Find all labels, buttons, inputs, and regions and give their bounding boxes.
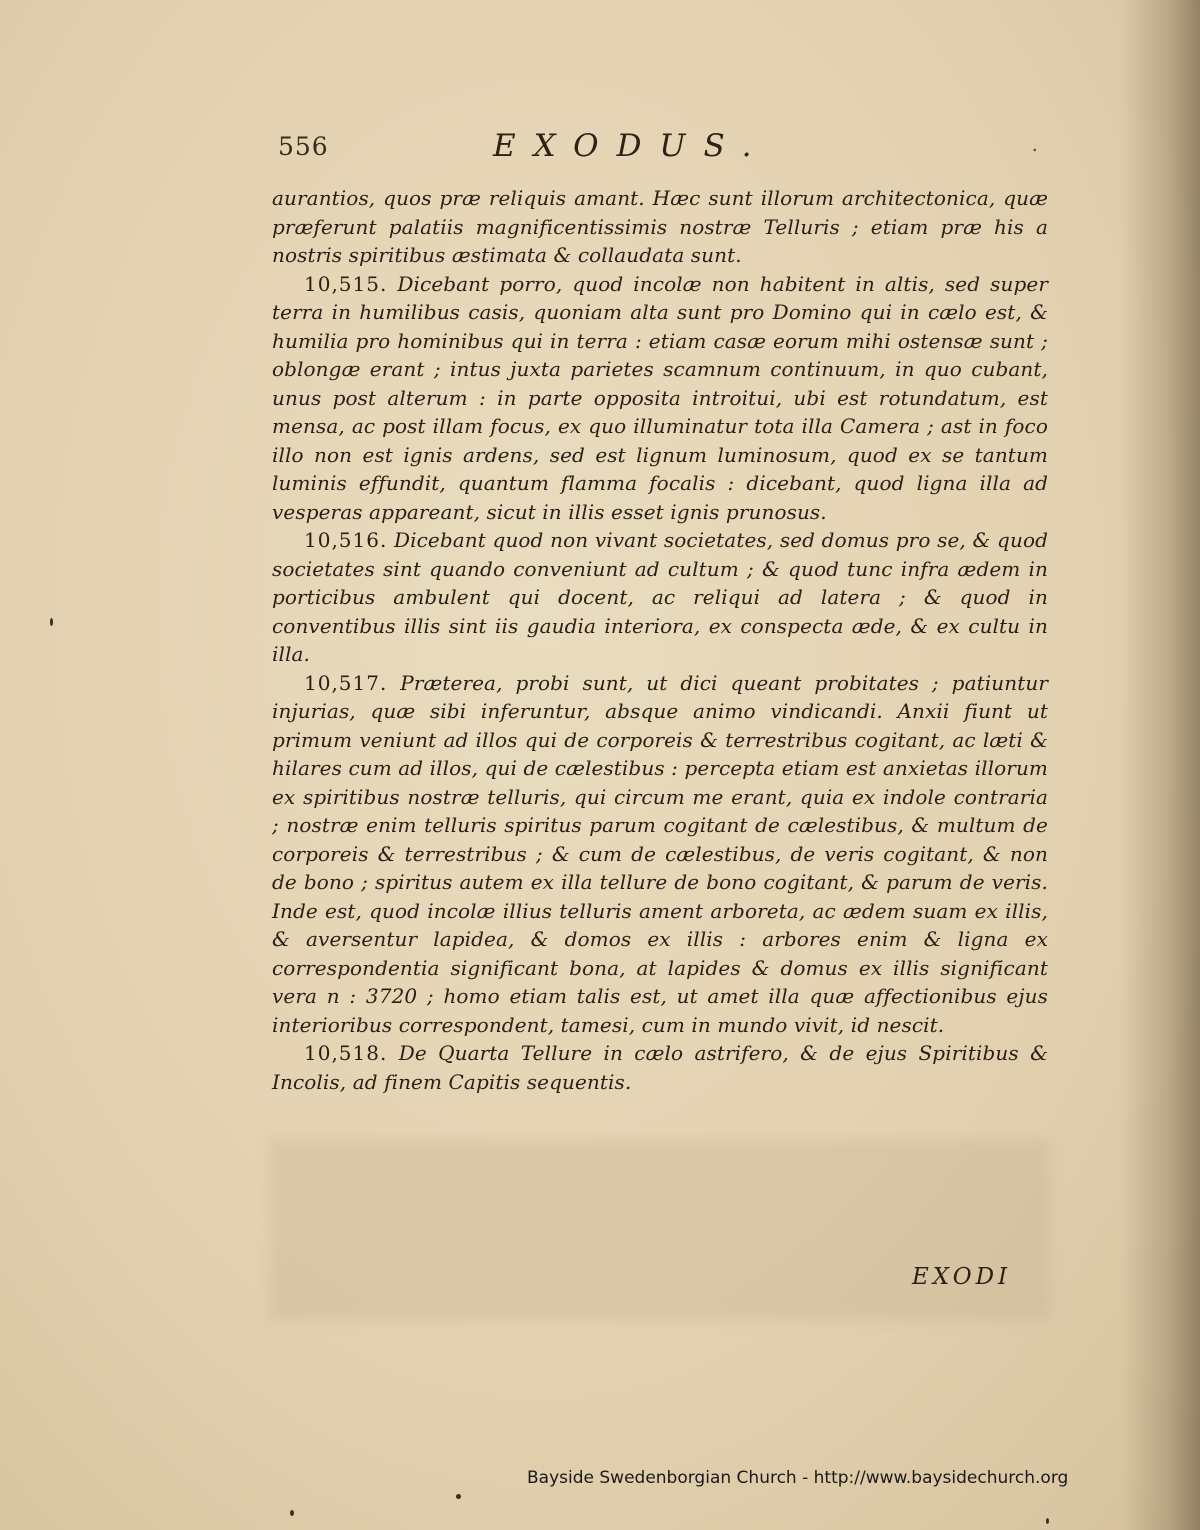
catchword: EXODI xyxy=(912,1264,1012,1290)
watermark-credit: Bayside Swedenborgian Church - http://www.baysidechurch.org xyxy=(527,1468,1069,1488)
paragraph-number: 10,516. xyxy=(304,528,388,552)
page-number: 556 xyxy=(278,132,329,161)
paragraph-10515 xyxy=(272,270,1048,527)
page-gutter-shadow xyxy=(1120,0,1200,1530)
page-header xyxy=(278,128,1038,172)
paragraph-number: 10,517. xyxy=(304,670,388,695)
paragraph-10518 xyxy=(272,1039,1048,1096)
paragraph-10517 xyxy=(272,669,1048,1040)
paragraph-number: 10,518. xyxy=(304,1041,388,1065)
paragraph-text: Præterea, probi sunt, ut dici queant probitates ; patiuntur injurias, quæ sibi inferuntur, absque animo vindicandi. Anxii fiunt ut primum veniunt ad illos qui de corporeis & terrestribus cogitant, ac læti & hilares cum ad illos, qui de cælestibus : percepta etiam est anxietas illorum ex spiritibus nostræ telluris, qui circum me erant, quia ex indole contraria ; nostræ enim telluris spiritus parum cogitant de cælestibus, & multum de corporeis & terrestribus ; & cum de cælestibus, de veris cogitant, & non de bono ; spiritus autem ex illa tellure de bono cogitant, & parum de veris. Inde est, quod incolæ illius telluris ament arboreta, ac ædem suam ex illis, & aversentur lapidea, & domos ex illis : arbores enim & ligna ex correspondentia significant bona, at lapides & domus ex illis significant vera n : 3720 ; homo etiam talis est, ut amet illa quæ affectionibus ejus interioribus correspondent, tamesi, cum in mundo vivit, id nescit. xyxy=(272,670,1048,1037)
body-text xyxy=(272,184,1048,1096)
ink-speck xyxy=(456,1494,461,1499)
ink-speck xyxy=(50,618,53,626)
paragraph-text: Dicebant porro, quod incolæ non habitent in altis, sed super terra in humilibus casis, quoniam alta sunt pro Domino qui in cælo est, & humilia pro hominibus qui in terra : etiam casæ eorum mihi ostensæ sunt ; oblongæ erant ; intus juxta parietes scamnum continuum, in quo cubant, unus post alterum : in parte opposita introitui, ubi est rotundatum, est mensa, ac post illam focus, ex quo illuminatur tota illa Camera ; ast in foco illo non est ignis ardens, sed est lignum luminosum, quod ex se tantum luminis effundit, quantum flamma focalis : dicebant, quod ligna illa ad vesperas appareant, sicut in illis esset ignis prunosus. xyxy=(272,271,1048,524)
ink-speck xyxy=(1046,1518,1049,1524)
paragraph-continued xyxy=(272,184,1048,270)
paragraph-10516 xyxy=(272,526,1048,669)
running-title: EXODUS. xyxy=(493,128,770,164)
paragraph-text: Dicebant quod non vivant societates, sed domus pro se, & quod societates sint quando conveniunt ad cultum ; & quod tunc infra ædem in porticibus ambulent qui docent, ac reliqui ad latera ; & quod in conventibus illis sint iis gaudia interiora, ex conspecta æde, & ex cultu in illa. xyxy=(272,528,1048,666)
paragraph-text: aurantios, quos præ reliquis amant. Hæc sunt illorum architectonica, quæ præferunt palatiis magnificentissimis nostræ Telluris ; etiam præ his a nostris spiritibus æstimata & collaudata sunt. xyxy=(272,186,1048,267)
paragraph-text: De Quarta Tellure in cælo astrifero, & de ejus Spiritibus & Incolis, ad finem Capitis sequentis. xyxy=(272,1041,1048,1094)
paragraph-number: 10,515. xyxy=(304,271,388,296)
ink-speck xyxy=(290,1510,294,1516)
show-through-bleed xyxy=(270,1140,1050,1320)
header-mark: . xyxy=(1031,132,1038,156)
